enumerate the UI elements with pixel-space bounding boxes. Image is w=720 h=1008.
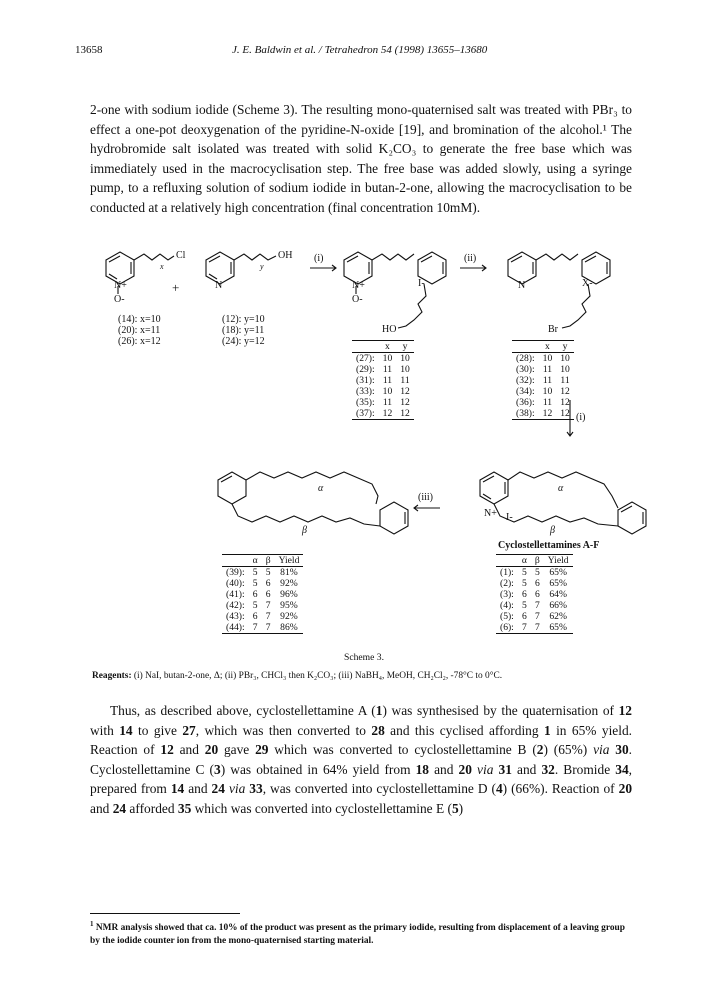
compound-number: (39):: [226, 567, 245, 578]
compound-number: (30):: [516, 364, 535, 375]
table-row: [496, 567, 573, 579]
table-cell: 12: [396, 408, 414, 420]
text-run: afforded: [126, 800, 178, 816]
table-cell: 92%: [280, 611, 298, 622]
label-plus: +: [172, 280, 180, 295]
compound-ref: 2: [536, 742, 544, 758]
text-run: , was converted into cyclostellettamine D (: [262, 781, 496, 797]
label-oh: OH: [278, 250, 293, 261]
table-cell: 92%: [280, 578, 298, 589]
table-cell: 7: [265, 611, 271, 622]
table-cell: 7: [518, 622, 531, 634]
compound-ref: 35: [177, 800, 192, 816]
text-run: ): [458, 800, 464, 816]
label-o-minus: O-: [114, 294, 125, 305]
text-run: , which was then converted to: [195, 722, 372, 738]
compound-number: (4):: [500, 600, 514, 611]
macrocycle-reduced: [218, 472, 408, 534]
table-alcohol: x y (27): 10 10 (29): 11 10 (31): 11 11 (33): 10 12 (35): 11 12 (37): 12 12: [352, 340, 414, 420]
label-iodide-27: I-: [418, 278, 425, 289]
compound-ref: 24: [112, 800, 127, 816]
compound-ref: 12: [160, 742, 174, 758]
table-row: [512, 375, 574, 386]
table-cell: 11: [382, 397, 393, 408]
table-cyclostellettamines: α β Yield (1): 5 5 65% (2): 5 6 65% (3): 6 6 64% (4): 5 7 66% (5): 6 7 62% (6): 7 7 65%: [496, 554, 573, 634]
compound-ref: 24: [211, 781, 225, 797]
table-cell: 11: [382, 375, 393, 386]
text-run: and this cyclised affording: [384, 722, 544, 738]
table-row: [512, 386, 574, 397]
text-run: to give: [132, 722, 183, 738]
table-cell: 12: [539, 408, 557, 420]
table-cell: 6: [252, 611, 258, 622]
list-alcohol: (12): y=10 (18): y=11 (24): y=12: [222, 314, 265, 347]
label-x-minus: X-: [582, 278, 593, 289]
scheme-caption: Scheme 3.: [344, 652, 384, 663]
table-cell: 12: [556, 408, 574, 420]
text-run: ) was obtained in 64% yield from: [220, 761, 416, 777]
table-row: [496, 622, 573, 634]
compound-number: (1):: [500, 567, 514, 578]
label-nplus-27: N+: [352, 280, 365, 291]
table-row: [352, 408, 414, 420]
table-cell: 5: [521, 578, 527, 589]
label-br: Br: [548, 324, 558, 335]
table-cell: 86%: [275, 622, 304, 634]
text-run: with: [90, 722, 120, 738]
table-cell: 5: [521, 600, 527, 611]
compound-ref: 31: [498, 761, 512, 777]
compound-ref: 30: [615, 742, 629, 758]
text-run: ) was synthesised by the quaternisation of: [382, 703, 619, 718]
table-row: [512, 364, 574, 375]
compound-ref: 34: [615, 761, 629, 777]
table-cell: 12: [560, 386, 570, 397]
table-row: [222, 611, 303, 622]
table-cell: 96%: [280, 589, 298, 600]
table-cell: 65%: [549, 567, 567, 578]
table-cell: 11: [542, 375, 553, 386]
compound-number: (42):: [226, 600, 245, 611]
cyclostellettamines-title: Cyclostellettamines A-F: [498, 540, 600, 551]
table-cell: 7: [265, 600, 271, 611]
table-row: [222, 622, 303, 634]
table-cell: 62%: [549, 611, 567, 622]
compound-number: (32):: [516, 375, 535, 386]
footnote: $^1$ NMR analysis showed that ca. 10% of the product was present as the primary iodide, resulting from displacement of a leaving group by the iodide counter ion from the mono-quaternised starting material.: [90, 920, 625, 947]
table-cell: 12: [560, 397, 570, 408]
table-row: [496, 589, 573, 600]
compound-number: (6):: [496, 622, 518, 634]
macrocycle-cyclostellettamine: [480, 472, 646, 534]
table-cell: 11: [560, 375, 570, 386]
table-row: [496, 611, 573, 622]
label-alpha-right: α: [558, 483, 564, 494]
table-cell: 12: [379, 408, 397, 420]
compound-number: (34):: [516, 386, 535, 397]
label-step-ii: (ii): [464, 253, 477, 264]
compound-ref: 3: [214, 761, 221, 777]
table-row: [496, 600, 573, 611]
table-row: [352, 397, 414, 408]
table-cell: 6: [521, 589, 527, 600]
italic-term: via: [228, 781, 246, 797]
compound-number: (2):: [500, 578, 514, 589]
label-sub-x: x: [160, 262, 164, 271]
table-cell: 6: [521, 611, 527, 622]
compound-ref: 29: [255, 742, 269, 758]
compound-ref: 33: [249, 781, 263, 797]
table-cell: 81%: [280, 567, 298, 578]
text-run: and: [173, 742, 205, 758]
compound-number: (33):: [356, 386, 375, 397]
scheme-3: [88, 240, 648, 680]
table-row: [352, 353, 414, 365]
table-row: [352, 375, 414, 386]
text-run: which was converted into cyclostellettamine E (: [191, 800, 452, 816]
compound-number: (35):: [356, 397, 375, 408]
page-number: 13658: [75, 44, 103, 56]
table-cell: 12: [400, 397, 410, 408]
footnote-rule: [90, 913, 240, 914]
label-step-i: (i): [314, 253, 324, 264]
table-cell: 10: [560, 353, 570, 364]
list-chloro: (14): x=10 (20): x=11 (26): x=12: [118, 314, 161, 347]
compound-ref: 5: [451, 800, 459, 816]
compound-number: (44):: [222, 622, 249, 634]
label-step-i-down: (i): [576, 412, 586, 423]
text-run: which was converted to cyclostellettamine B (: [268, 742, 537, 758]
table-row: [222, 578, 303, 589]
table-cell: 10: [382, 353, 393, 364]
table-row: [222, 600, 303, 611]
table-reduced-macrocycles: α β Yield (39): 5 5 81% (40): 5 6 92% (41): 6 6 96% (42): 5 7 95% (43): 6 7 92% (44): 7 7 86%: [222, 554, 303, 634]
compound-number: (43):: [226, 611, 245, 622]
compound-ref: 4: [495, 781, 503, 797]
italic-term: via: [477, 761, 494, 777]
table-cell: 10: [400, 353, 410, 364]
label-n-12: N: [215, 280, 223, 291]
table-cell: 5: [521, 567, 527, 578]
table-cell: 64%: [549, 589, 567, 600]
compound-ref: 18: [415, 761, 429, 777]
table-cell: 10: [542, 386, 553, 397]
compound-ref: 20: [204, 742, 219, 758]
table-row: [512, 397, 574, 408]
table-cell: 7: [531, 622, 544, 634]
table-cell: 11: [382, 364, 393, 375]
table-row: [496, 578, 573, 589]
table-cell: 10: [542, 353, 553, 364]
table-cell: 7: [534, 600, 540, 611]
compound-number: (3):: [500, 589, 514, 600]
text-run: . Bromide: [554, 761, 616, 777]
table-row: [512, 353, 574, 365]
running-header: J. E. Baldwin et al. / Tetrahedron 54 (1998) 13655–13680: [232, 44, 488, 56]
table-cell: 6: [534, 589, 540, 600]
compound-number: (36):: [516, 397, 535, 408]
text-run: and: [90, 800, 113, 816]
label-beta-right: β: [550, 525, 555, 536]
compound-ref: 12: [618, 703, 632, 718]
text-run: gave: [218, 742, 256, 758]
compound-ref: 1: [375, 703, 383, 718]
compound-number: (41):: [226, 589, 245, 600]
table-cell: 7: [262, 622, 275, 634]
text-run: . Cyclostellettamine C (: [90, 742, 632, 777]
label-beta-left: β: [302, 525, 307, 536]
table-row: [222, 589, 303, 600]
table-cell: 66%: [549, 600, 567, 611]
table-cell: 6: [265, 578, 271, 589]
body-paragraph-2: [90, 701, 632, 819]
text-run: and: [429, 761, 459, 777]
label-nplus: N+: [114, 280, 127, 291]
compound-ref: 32: [541, 761, 555, 777]
table-row: [512, 408, 574, 420]
table-cell: 5: [252, 600, 258, 611]
table-cell: 6: [252, 589, 258, 600]
table-cell: 6: [534, 578, 540, 589]
label-nplus-cyclo: N+: [484, 508, 497, 519]
text-run: and: [511, 761, 542, 777]
table-cell: 12: [400, 386, 410, 397]
compound-number: (40):: [226, 578, 245, 589]
label-alpha-left: α: [318, 483, 324, 494]
compound-number: (37):: [352, 408, 379, 420]
italic-term: via: [593, 742, 610, 758]
table-cell: 7: [534, 611, 540, 622]
text-run: in 65% yield. Reaction of: [90, 722, 632, 758]
table-cell: 95%: [280, 600, 298, 611]
label-n-28: N: [518, 280, 526, 291]
label-step-iii: (iii): [418, 492, 433, 503]
label-o-minus-27: O-: [352, 294, 363, 305]
table-cell: 11: [542, 364, 553, 375]
text-run: ) (65%): [543, 742, 594, 758]
compound-number: (29):: [356, 364, 375, 375]
compound-number: (28):: [516, 353, 535, 364]
compound-number: (27):: [356, 353, 375, 364]
table-bromide: x y (28): 10 10 (30): 11 10 (32): 11 11 (34): 10 12 (36): 11 12 (38): 12 12: [512, 340, 574, 420]
compound-ref: 27: [182, 722, 196, 738]
text-run: ) (66%). Reaction of: [502, 781, 619, 797]
table-row: [222, 567, 303, 579]
compound-ref: 20: [458, 761, 472, 777]
table-cell: 11: [400, 375, 410, 386]
table-cell: 65%: [549, 578, 567, 589]
label-sub-y: y: [260, 262, 264, 271]
table-cell: 10: [382, 386, 393, 397]
compound-ref: 28: [371, 722, 385, 738]
table-row: [352, 386, 414, 397]
table-cell: 65%: [544, 622, 573, 634]
text-run: and: [184, 781, 212, 797]
table-cell: 5: [252, 567, 258, 578]
table-cell: 5: [252, 578, 258, 589]
table-cell: 10: [400, 364, 410, 375]
label-iodide-cyclo: I-: [506, 512, 513, 523]
text-run: , prepared from: [90, 761, 633, 797]
label-cl: Cl: [176, 250, 186, 261]
table-row: [352, 364, 414, 375]
text-run: Thus, as described above, cyclostellettamine A (: [110, 703, 376, 718]
compound-ref: 14: [119, 722, 133, 738]
table-cell: 5: [534, 567, 540, 578]
table-cell: 7: [249, 622, 262, 634]
compound-ref: 14: [170, 781, 185, 797]
compound-number: (31):: [356, 375, 375, 386]
label-ho: HO: [382, 324, 397, 335]
compound-ref: 20: [618, 781, 633, 797]
compound-ref: 1: [543, 722, 551, 738]
table-cell: 11: [542, 397, 553, 408]
table-cell: 5: [265, 567, 271, 578]
table-cell: 10: [560, 364, 570, 375]
table-cell: 6: [265, 589, 271, 600]
scheme-reagents: Reagents: (i) NaI, butan-2-one, Δ; (ii) PBr₃, CHCl₃ then K₂CO₃; (iii) NaBH₄, MeOH, CH₂Cl₂, -78°C to 0°C.: [92, 671, 503, 681]
body-paragraph-1: 2-one with sodium iodide (Scheme 3). The resulting mono-quaternised salt was treated with PBr₃ to effect a one-pot deoxygenation of the pyridine-N-oxide [19], and bromination of the alcohol.¹ The hydrobromide salt isolated was treated with solid K₂CO₃ to generate the free base which was immediately used in the macrocyclisation step. The free base was added slowly, using a syringe pump, to a refluxing solution of sodium iodide in butan-2-one, allowing the macrocyclisation to be conducted at a relatively high concentration (final concentration 10mM).: [90, 102, 632, 215]
compound-number: (38):: [512, 408, 539, 420]
compound-number: (5):: [500, 611, 514, 622]
